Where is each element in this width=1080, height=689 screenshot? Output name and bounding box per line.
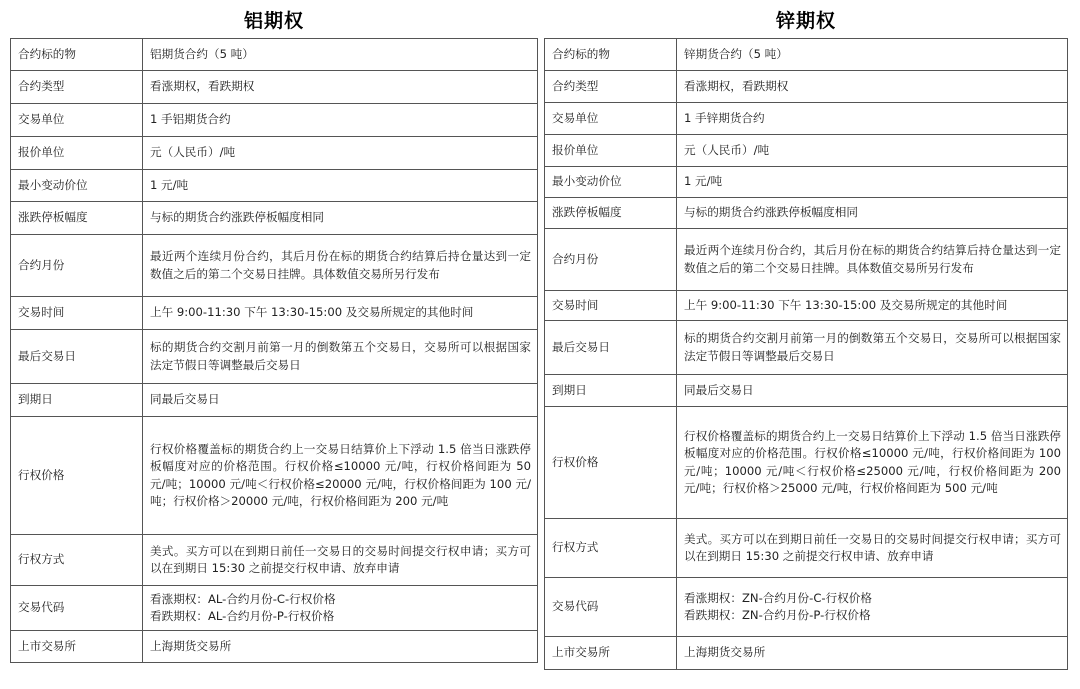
row-label: 行权方式 [11, 535, 143, 586]
row-value: 最近两个连续月份合约，其后月份在标的期货合约结算后持仓量达到一定数值之后的第二个交易日挂牌。具体数值交易所另行发布 [677, 229, 1068, 291]
panel-title: 锌期权 [775, 10, 836, 32]
table-row [11, 586, 538, 631]
table-row [11, 170, 538, 202]
table-row [545, 39, 1068, 71]
row-value: 上午 9:00-11:30 下午 13:30-15:00 及交易所规定的其他时间 [143, 297, 538, 330]
row-value: 行权价格覆盖标的期货合约上一交易日结算价上下浮动 1.5 倍当日涨跌停板幅度对应的价格范围。行权价格≤10000 元/吨，行权价格间距为 50 元/吨；10000 元/吨＜行权价格≤20000 元/吨，行权价格间距为 100 元/吨；行权价格＞20000 元/吨，行权价格间距为 200 元/吨 [143, 417, 538, 535]
row-label: 上市交易所 [545, 637, 677, 670]
table-row [545, 321, 1068, 375]
row-label: 上市交易所 [11, 631, 143, 663]
row-value: 上海期货交易所 [677, 637, 1068, 670]
row-label: 涨跌停板幅度 [545, 198, 677, 229]
row-label: 交易单位 [11, 104, 143, 137]
row-label: 报价单位 [11, 137, 143, 170]
row-label: 最后交易日 [545, 321, 677, 375]
table-row [11, 104, 538, 137]
row-value: 铝期货合约（5 吨） [143, 39, 538, 71]
row-value: 上海期货交易所 [143, 631, 538, 663]
row-value: 看涨期权，看跌期权 [143, 71, 538, 104]
row-value: 同最后交易日 [677, 375, 1068, 407]
contract-spec-table [10, 38, 538, 663]
table-row [11, 535, 538, 586]
table-row [545, 637, 1068, 670]
row-label: 合约类型 [11, 71, 143, 104]
panel-zinc-option [544, 0, 1068, 670]
row-value: 元（人民币）/吨 [677, 135, 1068, 167]
table-row [11, 202, 538, 235]
row-label: 行权方式 [545, 519, 677, 578]
table-row [11, 330, 538, 384]
table-row [545, 578, 1068, 637]
row-label: 涨跌停板幅度 [11, 202, 143, 235]
table-row [545, 198, 1068, 229]
row-value: 1 元/吨 [677, 167, 1068, 198]
row-value: 美式。买方可以在到期日前任一交易日的交易时间提交行权申请；买方可以在到期日 15:30 之前提交行权申请、放弃申请 [677, 519, 1068, 578]
row-label: 合约标的物 [11, 39, 143, 71]
table-row [545, 135, 1068, 167]
row-label: 交易时间 [11, 297, 143, 330]
panel-aluminum-option [10, 0, 538, 663]
row-label: 最小变动价位 [545, 167, 677, 198]
table-row [11, 297, 538, 330]
table-row [11, 137, 538, 170]
row-label: 交易代码 [545, 578, 677, 637]
row-label: 交易代码 [11, 586, 143, 631]
row-value: 锌期货合约（5 吨） [677, 39, 1068, 71]
row-label: 合约月份 [11, 235, 143, 297]
row-value: 最近两个连续月份合约，其后月份在标的期货合约结算后持仓量达到一定数值之后的第二个交易日挂牌。具体数值交易所另行发布 [143, 235, 538, 297]
table-row [11, 235, 538, 297]
panel-title: 铝期权 [243, 10, 304, 32]
row-label: 合约标的物 [545, 39, 677, 71]
row-label: 行权价格 [11, 417, 143, 535]
row-label: 报价单位 [545, 135, 677, 167]
row-label: 行权价格 [545, 407, 677, 519]
table-row [11, 631, 538, 663]
table-row [545, 407, 1068, 519]
row-value: 行权价格覆盖标的期货合约上一交易日结算价上下浮动 1.5 倍当日涨跌停板幅度对应的价格范围。行权价格≤10000 元/吨，行权价格间距为 100 元/吨；10000 元/吨＜行权价格≤25000 元/吨，行权价格间距为 200 元/吨；行权价格＞25000 元/吨，行权价格间距为 500 元/吨 [677, 407, 1068, 519]
row-label: 到期日 [545, 375, 677, 407]
row-value: 看涨期权，看跌期权 [677, 71, 1068, 103]
row-label: 合约月份 [545, 229, 677, 291]
row-value: 上午 9:00-11:30 下午 13:30-15:00 及交易所规定的其他时间 [677, 291, 1068, 321]
table-row [545, 519, 1068, 578]
table-row [11, 71, 538, 104]
table-row [545, 375, 1068, 407]
row-value: 看涨期权：AL-合约月份-C-行权价格 看跌期权：AL-合约月份-P-行权价格 [143, 586, 538, 631]
table-row [11, 417, 538, 535]
table-row [11, 384, 538, 417]
row-label: 到期日 [11, 384, 143, 417]
row-label: 交易时间 [545, 291, 677, 321]
row-value: 美式。买方可以在到期日前任一交易日的交易时间提交行权申请；买方可以在到期日 15:30 之前提交行权申请、放弃申请 [143, 535, 538, 586]
table-row [545, 167, 1068, 198]
table-row [545, 291, 1068, 321]
row-label: 最后交易日 [11, 330, 143, 384]
row-value: 同最后交易日 [143, 384, 538, 417]
table-row [11, 39, 538, 71]
table-row [545, 229, 1068, 291]
table-row [545, 71, 1068, 103]
row-label: 合约类型 [545, 71, 677, 103]
row-value: 元（人民币）/吨 [143, 137, 538, 170]
row-value: 看涨期权：ZN-合约月份-C-行权价格 看跌期权：ZN-合约月份-P-行权价格 [677, 578, 1068, 637]
table-row [545, 103, 1068, 135]
row-label: 最小变动价位 [11, 170, 143, 202]
row-value: 1 手锌期货合约 [677, 103, 1068, 135]
row-label: 交易单位 [545, 103, 677, 135]
row-value: 1 手铝期货合约 [143, 104, 538, 137]
row-value: 标的期货合约交割月前第一月的倒数第五个交易日，交易所可以根据国家法定节假日等调整最后交易日 [143, 330, 538, 384]
row-value: 1 元/吨 [143, 170, 538, 202]
row-value: 与标的期货合约涨跌停板幅度相同 [143, 202, 538, 235]
row-value: 标的期货合约交割月前第一月的倒数第五个交易日，交易所可以根据国家法定节假日等调整最后交易日 [677, 321, 1068, 375]
contract-spec-table [544, 38, 1068, 670]
row-value: 与标的期货合约涨跌停板幅度相同 [677, 198, 1068, 229]
